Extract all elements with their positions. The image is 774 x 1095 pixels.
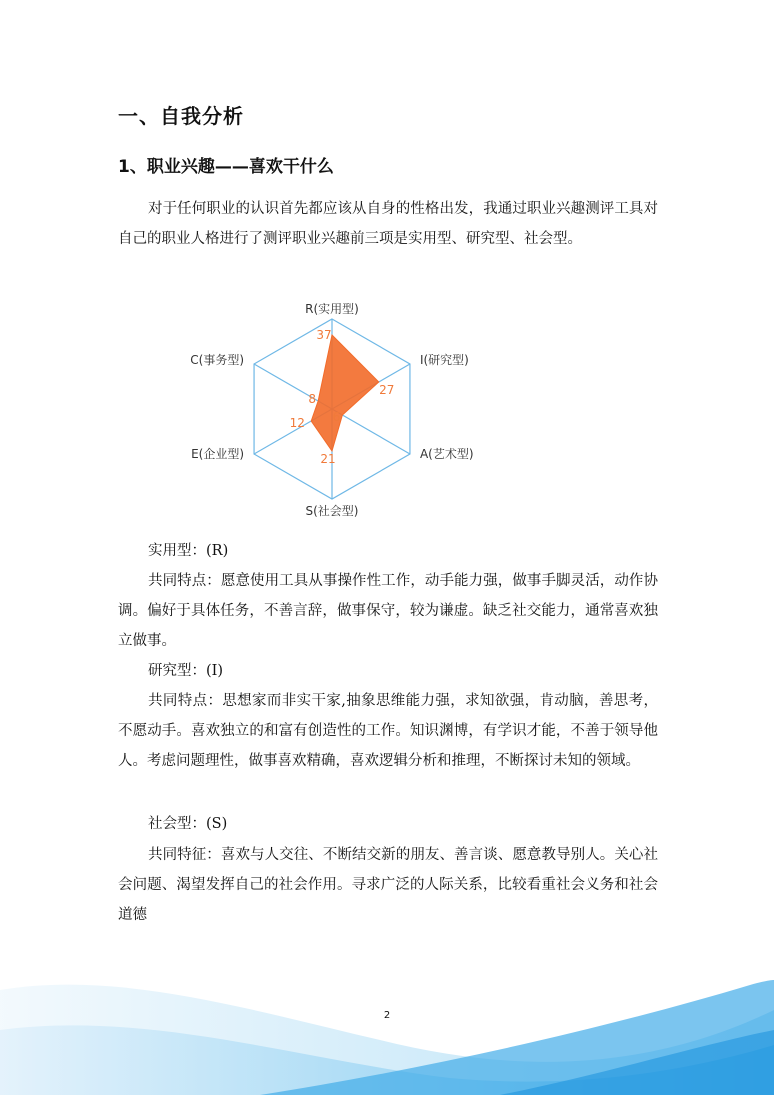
desc-realistic: 共同特点：愿意使用工具从事操作性工作，动手能力强，做事手脚灵活，动作协调。偏好于具体任务，不善言辞，做事保守，较为谦虚。缺乏社交能力，通常喜欢独立做事。: [118, 573, 658, 649]
radar-value-label: 12: [289, 416, 305, 430]
radar-value-label: 27: [379, 383, 395, 397]
page-number: 2: [383, 1010, 391, 1021]
desc-investigative: 共同特点：思想家而非实干家,抽象思维能力强，求知欲强，肯动脑，善思考，不愿动手。喜欢独立的和富有创造性的工作。知识渊博，有学识才能，不善于领导他人。考虑问题理性，做事喜欢精确，喜欢逻辑分析和推理，不断探讨未知的领域。: [118, 693, 658, 769]
radar-data-area: [311, 335, 379, 451]
radar-axis-label: A(艺术型): [419, 447, 474, 461]
radar-value-label: 21: [320, 452, 336, 466]
section-heading: 一、自我分析: [118, 104, 244, 128]
radar-value-label: 6: [332, 410, 341, 424]
type-label-realistic: 实用型：(R): [148, 543, 229, 559]
radar-axis-label: I(研究型): [419, 353, 469, 367]
radar-spoke: [332, 409, 410, 454]
type-label-investigative: 研究型：(I): [148, 663, 224, 679]
intro-paragraph: 对于任何职业的认识首先都应该从自身的性格出发，我通过职业兴趣测评工具对自己的职业人格进行了测评职业兴趣前三项是实用型、研究型、社会型。: [118, 201, 658, 247]
decorative-wave-footer: [0, 950, 774, 1095]
radar-value-label: 8: [308, 392, 316, 406]
radar-axis-label: R(实用型): [305, 302, 359, 316]
radar-svg: [180, 294, 492, 530]
interest-radar-chart: [180, 294, 492, 530]
desc-social: 共同特征：喜欢与人交往、不断结交新的朋友、善言谈、愿意教导别人。关心社会问题、渴望发挥自己的社会作用。寻求广泛的人际关系，比较看重社会义务和社会道德: [118, 847, 658, 923]
radar-axis-label: S(社会型): [305, 504, 359, 518]
subsection-heading: 1、职业兴趣——喜欢干什么: [118, 157, 334, 177]
type-label-social: 社会型：(S): [148, 816, 228, 832]
radar-axis-label: E(企业型): [191, 447, 245, 461]
radar-axis-label: C(事务型): [190, 353, 245, 367]
radar-value-label: 37: [316, 328, 332, 342]
